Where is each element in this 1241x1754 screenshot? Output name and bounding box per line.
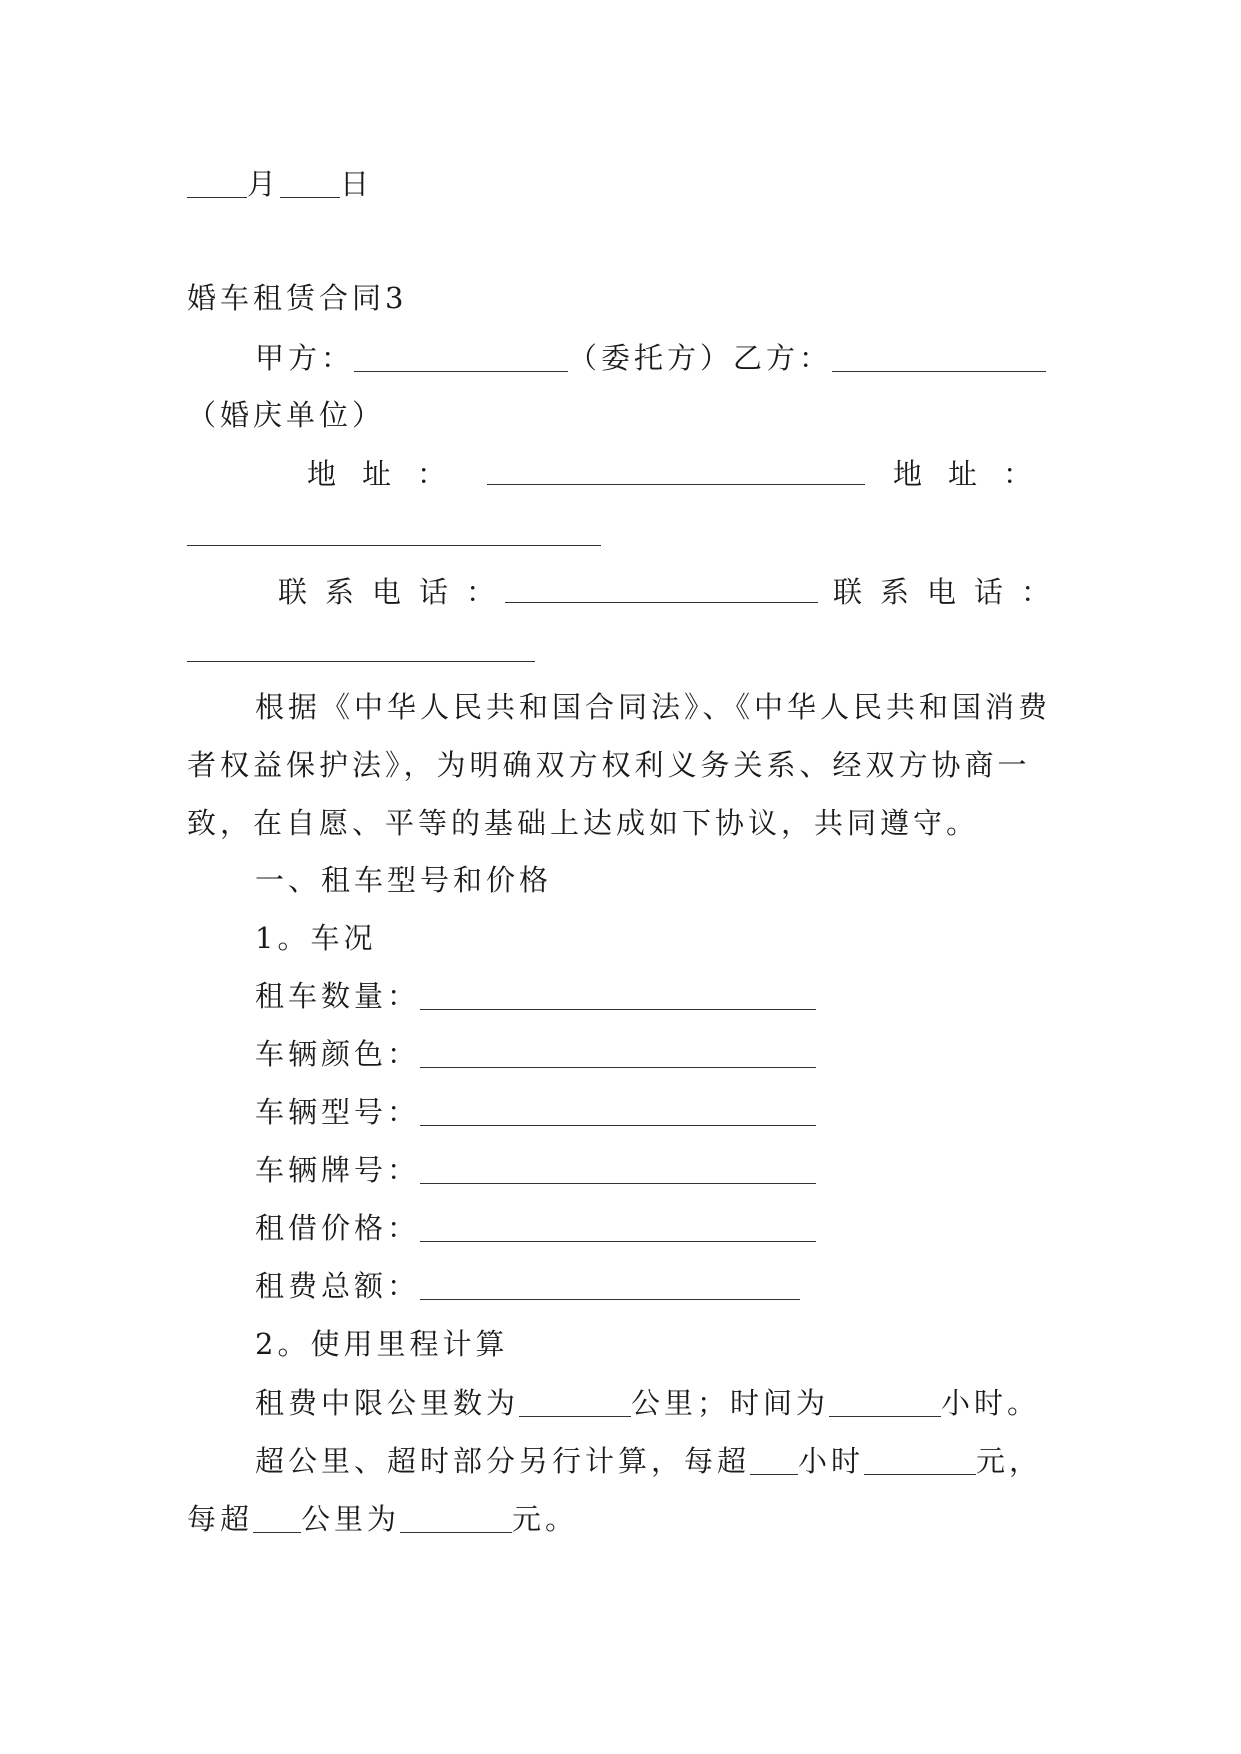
phone-b-blank[interactable]: [187, 661, 535, 662]
address-b-blank[interactable]: [187, 545, 601, 546]
field-label: 租借价格：: [255, 1211, 421, 1245]
intro-line-3: 致，在自愿、平等的基础上达成如下协议，共同遵守。: [187, 806, 980, 840]
mileage-text-a: 租费中限公里数为: [255, 1386, 520, 1420]
overtime-line-2: [187, 1497, 578, 1541]
field-plate-number: [255, 1148, 816, 1192]
field-blank[interactable]: [420, 1269, 800, 1300]
party-a-role: （委托方）乙方：: [568, 341, 833, 375]
phone-a-label: 联系电话：: [278, 575, 514, 609]
field-vehicle-color: [255, 1032, 816, 1076]
field-label: 车辆型号：: [255, 1095, 421, 1129]
overtime-line-1: [255, 1439, 1042, 1483]
field-vehicle-model: [255, 1090, 816, 1134]
phone-b-label: 联系电话：: [833, 575, 1069, 609]
field-label: 车辆颜色：: [255, 1037, 421, 1071]
field-rent-quantity: [255, 974, 816, 1018]
party-a-label: 甲方：: [255, 341, 355, 375]
field-total-rent: [255, 1264, 800, 1308]
mileage-text-b: 公里；时间为: [631, 1386, 830, 1420]
day-label: 日: [340, 167, 374, 201]
overtime-text-a: 超公里、超时部分另行计算，每超: [255, 1444, 751, 1478]
km-fee-blank[interactable]: [400, 1502, 512, 1533]
day-blank[interactable]: [280, 167, 340, 198]
field-blank[interactable]: [420, 1095, 816, 1126]
parties-line: [255, 336, 1046, 380]
overtime-text-e: 公里为: [301, 1502, 401, 1536]
mileage-line: [255, 1381, 1040, 1425]
party-b-blank[interactable]: [832, 341, 1046, 372]
month-blank[interactable]: [187, 167, 247, 198]
phone-a-blank[interactable]: [505, 602, 818, 603]
hours-blank[interactable]: [829, 1386, 941, 1417]
field-blank[interactable]: [420, 1211, 816, 1242]
date-line: [187, 162, 373, 206]
party-b-role: （婚庆单位）: [187, 398, 386, 432]
field-label: 租费总额：: [255, 1269, 421, 1303]
field-label: 车辆牌号：: [255, 1153, 421, 1187]
field-blank[interactable]: [420, 979, 816, 1010]
document-title: 婚车租赁合同3: [187, 281, 408, 315]
field-blank[interactable]: [420, 1153, 816, 1184]
mileage-text-c: 小时。: [941, 1386, 1041, 1420]
address-b-label: 地址：: [893, 457, 1059, 491]
address-a-blank[interactable]: [487, 484, 865, 485]
address-a-label: 地址：: [307, 457, 473, 491]
field-label: 租车数量：: [255, 979, 421, 1013]
month-label: 月: [247, 167, 281, 201]
intro-line-1: 根据《中华人民共和国合同法》、《中华人民共和国消费: [255, 690, 1052, 724]
field-blank[interactable]: [420, 1037, 816, 1068]
overtime-text-b: 小时: [798, 1444, 865, 1478]
km-limit-blank[interactable]: [519, 1386, 631, 1417]
party-a-blank[interactable]: [354, 341, 568, 372]
subsection-1-title: 1。车况: [255, 921, 377, 955]
per-hour-blank[interactable]: [750, 1444, 798, 1475]
hour-fee-blank[interactable]: [864, 1444, 976, 1475]
field-rental-price: [255, 1206, 816, 1250]
intro-line-2: 者权益保护法》，为明确双方权利义务关系、经双方协商一: [187, 748, 1031, 782]
per-km-blank[interactable]: [253, 1502, 301, 1533]
overtime-text-c: 元，: [976, 1444, 1043, 1478]
section-1-heading: 一、租车型号和价格: [255, 863, 553, 897]
overtime-text-f: 元。: [512, 1502, 579, 1536]
subsection-2-title: 2。使用里程计算: [255, 1327, 509, 1361]
overtime-text-d: 每超: [187, 1502, 254, 1536]
